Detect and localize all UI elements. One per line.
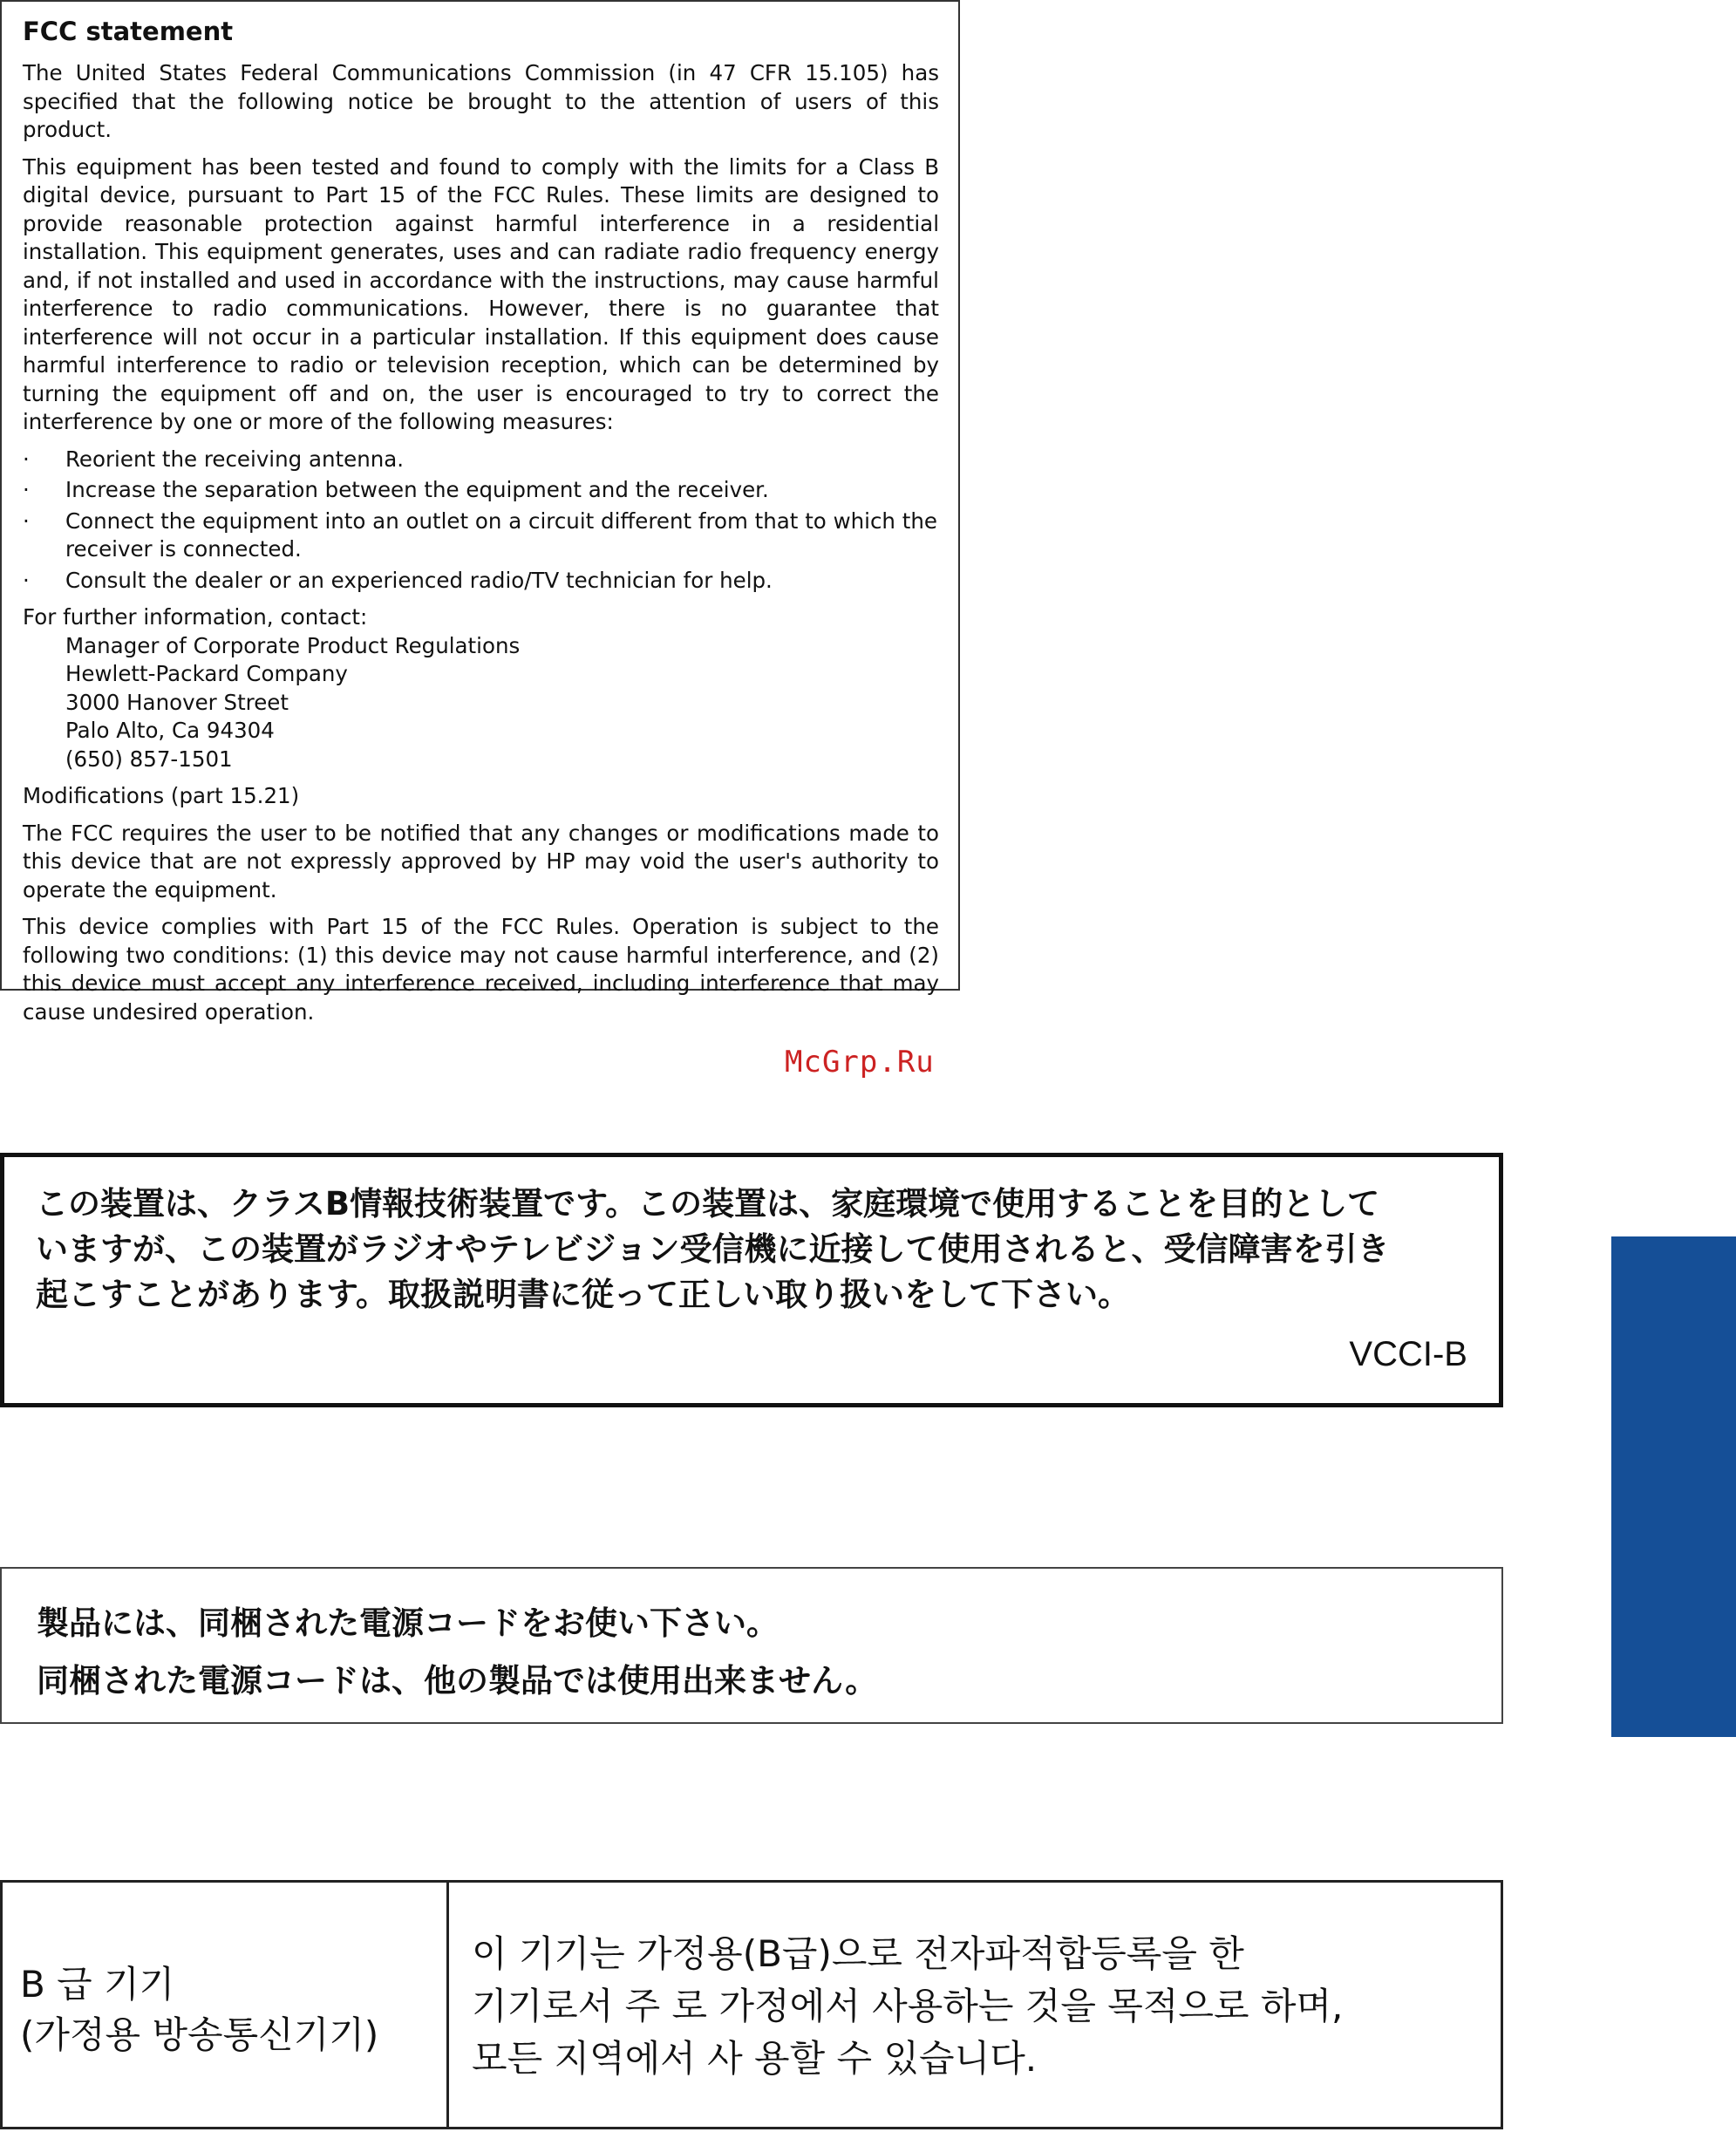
fcc-measures-list — [23, 446, 939, 596]
compliance-paragraph: This device complies with Part 15 of the FCC Rules. Operation is subject to the following two conditions: (1) this device may not cause harmful interference, and (2) this device must accept any interference received, including interference that may cause undesired operation. — [23, 914, 939, 1025]
bullet-icon: · — [23, 477, 30, 502]
contact-line: 3000 Hanover Street — [65, 689, 289, 715]
korea-description-line: 기기로서 주 로 가정에서 사용하는 것을 목적으로 하며, — [472, 1985, 1344, 2027]
fcc-intro-paragraph: The United States Federal Communications Commission (in 47 CFR 15.105) has specified that the following notice be brought to the attention of users of this product. — [23, 60, 939, 142]
power-cord-notice-box — [0, 1567, 1503, 1724]
watermark-text: McGrp.Ru — [785, 1045, 935, 1080]
list-item — [23, 476, 939, 505]
contact-line: Hewlett-Packard Company — [65, 661, 348, 686]
korea-description-cell — [449, 1883, 1501, 2127]
list-item — [23, 567, 939, 596]
vcci-text-line: この装置は、クラスB情報技術装置です。この装置は、家庭環境で使用することを目的として — [36, 1185, 1380, 1223]
korea-class-cell — [3, 1883, 449, 2127]
vcci-notice-box — [0, 1153, 1503, 1407]
korea-class-b-table — [0, 1880, 1503, 2129]
bullet-icon: · — [23, 446, 30, 472]
fcc-class-b-paragraph: This equipment has been tested and found to comply with the limits for a Class B digital device, pursuant to Part 15 of the FCC Rules. These limits are designed to provide reasonable protection against harmful interference in a residential installation. This equipment generates, uses and can radiate radio frequency energy and, if not installed and used in accordance with the instructions, may cause harmful interference to radio communications. However, there is no guarantee that interference will not occur in a particular installation. If this equipment does cause harmful interference to radio or television reception, which can be determined by turning the equipment off and on, the user is encouraged to try to correct the interference by one or more of the following measures: — [23, 153, 939, 434]
power-cord-text-line: 製品には、同梱された電源コードをお使い下さい。 — [37, 1604, 779, 1642]
power-cord-text-line: 同梱された電源コードは、他の製品では使用出来ません。 — [37, 1662, 878, 1699]
fcc-statement-box — [0, 0, 960, 1025]
contact-label: For further information, contact: — [23, 604, 368, 630]
bullet-icon: · — [23, 507, 30, 534]
measure-text: Connect the equipment into an outlet on a circuit different from that to which the receiver is connected. — [65, 507, 937, 562]
korea-description-line: 모든 지역에서 사 용할 수 있습니다. — [472, 2037, 1038, 2080]
measure-text: Reorient the receiving antenna. — [65, 446, 405, 472]
vcci-text-line: 起こすことがあります。取扱説明書に従って正しい取り扱いをして下さい。 — [36, 1276, 1131, 1313]
korea-class-line: (가정용 방송통신기기) — [20, 2013, 379, 2056]
modifications-paragraph: The FCC requires the user to be notified that any changes or modifications made to this device that are not expressly approved by HP may void the user's authority to operate the equipment. — [23, 820, 939, 903]
contact-line: Palo Alto, Ca 94304 — [65, 718, 275, 743]
list-item — [23, 507, 939, 564]
section-side-tab — [1611, 1236, 1736, 1737]
contact-address — [23, 632, 939, 774]
contact-line: Manager of Corporate Product Regulations — [65, 632, 521, 658]
list-item — [23, 446, 939, 474]
contact-line: (650) 857-1501 — [65, 746, 233, 772]
fcc-title: FCC statement — [23, 17, 234, 46]
modifications-heading: Modifications (part 15.21) — [23, 783, 300, 808]
measure-text: Increase the separation between the equipment and the receiver. — [65, 477, 769, 502]
measure-text: Consult the dealer or an experienced radio/TV technician for help. — [65, 567, 773, 593]
vcci-text-line: いますが、この装置がラジオやテレビジョン受信機に近接して使用されると、受信障害を引き — [36, 1230, 1390, 1268]
korea-class-line: B 급 기기 — [20, 1963, 175, 2006]
bullet-icon: · — [23, 567, 30, 593]
korea-description-line: 이 기기는 가정용(B급)으로 전자파적합등록을 한 — [472, 1932, 1244, 1975]
vcci-class-code: VCCI-B — [1349, 1335, 1467, 1373]
